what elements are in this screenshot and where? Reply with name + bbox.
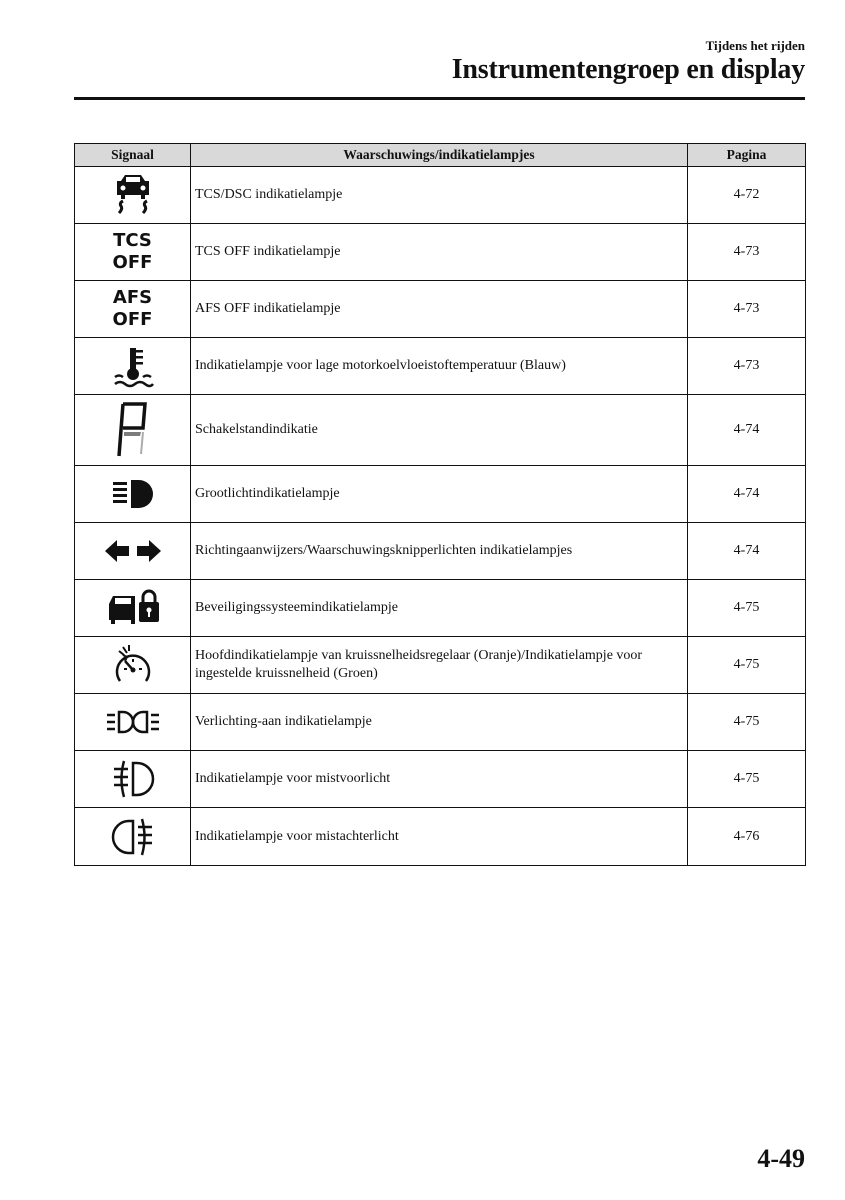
signal-cell xyxy=(75,751,191,808)
column-header-page: Pagina xyxy=(688,144,806,167)
column-header-signal: Signaal xyxy=(75,144,191,167)
page-ref-cell: 4-73 xyxy=(688,338,806,395)
table-row xyxy=(75,281,806,338)
description-cell: Schakelstandindikatie xyxy=(191,395,688,466)
signal-cell xyxy=(75,281,191,338)
page-ref-cell: 4-75 xyxy=(688,694,806,751)
table-row xyxy=(75,167,806,224)
table-row xyxy=(75,395,806,466)
tcs-off-icon xyxy=(79,230,186,274)
description-cell: Indikatielampje voor mistachterlicht xyxy=(191,808,688,866)
rear-fog-icon xyxy=(111,815,155,859)
page-ref-cell: 4-72 xyxy=(688,167,806,224)
cruise-control-icon xyxy=(111,643,155,687)
page-number: 4-49 xyxy=(757,1144,805,1173)
security-system-icon xyxy=(105,588,161,628)
page-ref-cell: 4-73 xyxy=(688,224,806,281)
signal-cell xyxy=(75,338,191,395)
signal-cell xyxy=(75,224,191,281)
signal-cell xyxy=(75,466,191,523)
table-row xyxy=(75,808,806,866)
icon-text-top: AFS xyxy=(112,287,153,308)
icon-text-top: TCS xyxy=(113,230,152,251)
signal-cell xyxy=(75,523,191,580)
description-cell: AFS OFF indikatielampje xyxy=(191,281,688,338)
description-cell: Hoofdindikatielampje van kruissnelheidsregelaar (Oranje)/Indikatielampje voor ingestelde kruissnelheid (Groen) xyxy=(191,637,688,694)
description-cell: Richtingaanwijzers/Waarschuwingsknipperlichten indikatielampjes xyxy=(191,523,688,580)
high-beam-icon xyxy=(109,474,157,514)
table-row xyxy=(75,224,806,281)
title-rule xyxy=(74,97,805,100)
page-ref-cell: 4-74 xyxy=(688,523,806,580)
page-ref-cell: 4-74 xyxy=(688,466,806,523)
description-cell: TCS/DSC indikatielampje xyxy=(191,167,688,224)
table-row xyxy=(75,338,806,395)
description-cell: Beveiligingssysteemindikatielampje xyxy=(191,580,688,637)
signal-table xyxy=(74,143,806,866)
lights-on-icon xyxy=(105,707,161,737)
table-header-row xyxy=(75,144,806,167)
signal-cell xyxy=(75,395,191,466)
turn-signal-icon xyxy=(103,536,163,566)
icon-text-bottom: OFF xyxy=(112,309,153,330)
table-row xyxy=(75,523,806,580)
description-cell: Grootlichtindikatielampje xyxy=(191,466,688,523)
tcs-dsc-icon xyxy=(111,173,155,217)
table-row xyxy=(75,694,806,751)
description-cell: Indikatielampje voor lage motorkoelvloeistoftemperatuur (Blauw) xyxy=(191,338,688,395)
page-ref-cell: 4-76 xyxy=(688,808,806,866)
section-label: Tijdens het rijden xyxy=(705,38,805,53)
page-ref-cell: 4-75 xyxy=(688,580,806,637)
signal-cell xyxy=(75,694,191,751)
description-cell: Indikatielampje voor mistvoorlicht xyxy=(191,751,688,808)
description-cell: Verlichting-aan indikatielampje xyxy=(191,694,688,751)
description-cell: TCS OFF indikatielampje xyxy=(191,224,688,281)
table-row xyxy=(75,466,806,523)
page-ref-cell: 4-74 xyxy=(688,395,806,466)
gear-position-icon xyxy=(111,400,155,460)
table-row xyxy=(75,751,806,808)
page-ref-cell: 4-75 xyxy=(688,751,806,808)
table-row xyxy=(75,637,806,694)
icon-text-bottom: OFF xyxy=(112,252,153,273)
page-ref-cell: 4-73 xyxy=(688,281,806,338)
front-fog-icon xyxy=(111,757,155,801)
signal-cell xyxy=(75,637,191,694)
column-header-description: Waarschuwings/indikatielampjes xyxy=(191,144,688,167)
low-coolant-temperature-icon xyxy=(111,344,155,388)
afs-off-icon xyxy=(79,287,186,331)
page-title: Instrumentengroep en display xyxy=(451,54,805,85)
signal-cell xyxy=(75,808,191,866)
signal-cell xyxy=(75,167,191,224)
table-row xyxy=(75,580,806,637)
page-ref-cell: 4-75 xyxy=(688,637,806,694)
signal-cell xyxy=(75,580,191,637)
